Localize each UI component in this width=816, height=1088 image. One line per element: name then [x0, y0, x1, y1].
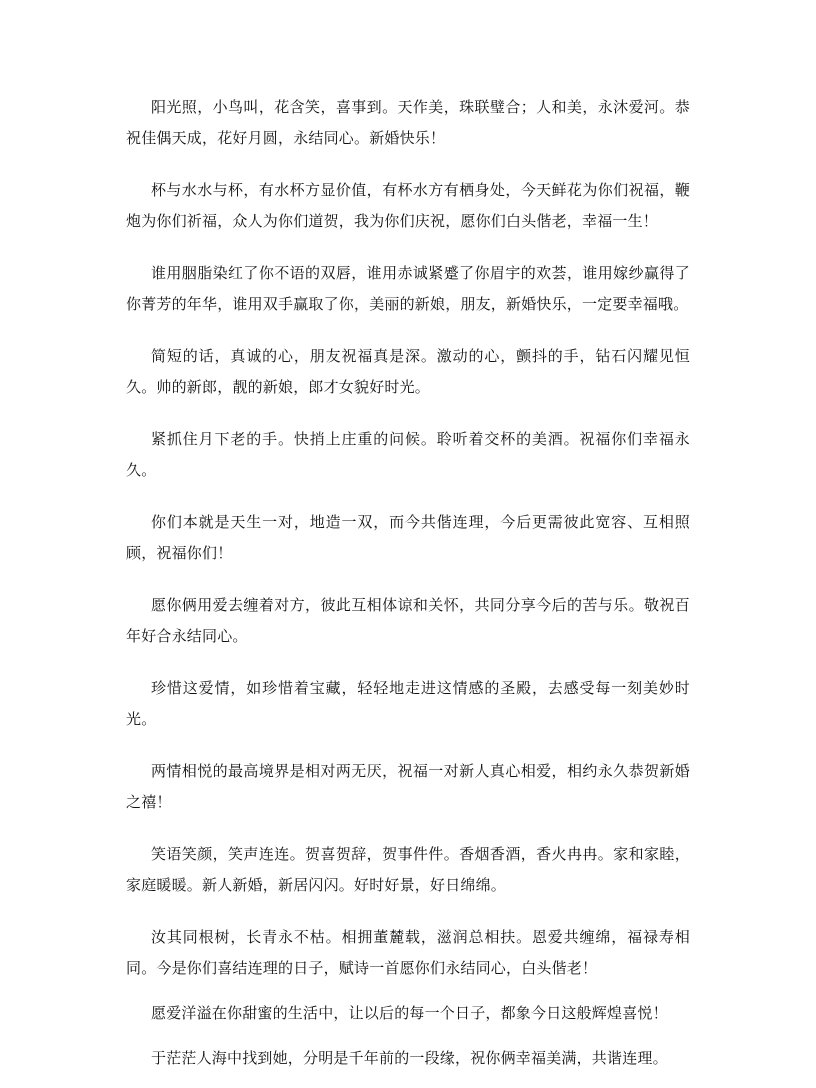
paragraph-6: 你们本就是天生一对，地造一双，而今共偕连理，今后更需彼此宽容、互相照顾，祝福你们！ [126, 513, 690, 562]
paragraph-13: 于茫茫人海中找到她，分明是千年前的一段缘，祝你俩幸福美满，共谐连理。 [151, 1049, 668, 1067]
paragraph-11: 汝其同根树，长青永不枯。相拥董麓载，滋润总相扶。恩爱共缠绵，福禄寿相同。今是你们喜结连理的日子，赋诗一首愿你们永结同心，白头偕老！ [126, 928, 690, 977]
paragraph-1: 阳光照，小鸟叫，花含笑，喜事到。天作美，珠联璧合；人和美，永沐爱河。恭祝佳偶天成，花好月圆，永结同心。新婚快乐！ [126, 98, 690, 147]
paragraph-9: 两情相悦的最高境界是相对两无厌，祝福一对新人真心相爱，相约永久恭贺新婚之禧！ [126, 762, 690, 811]
paragraph-7: 愿你俩用爱去缠着对方，彼此互相体谅和关怀，共同分享今后的苦与乐。敬祝百年好合永结同心。 [126, 596, 690, 645]
document-body [126, 92, 690, 1088]
paragraph-12: 愿爱洋溢在你甜蜜的生活中，让以后的每一个日子，都象今日这般辉煌喜悦！ [151, 1004, 668, 1022]
paragraph-10: 笑语笑颜，笑声连连。贺喜贺辞，贺事件件。香烟香酒，香火冉冉。家和家睦，家庭暖暖。新人新婚，新居闪闪。好时好景，好日绵绵。 [126, 845, 690, 894]
paragraph-5: 紧抓住月下老的手。快捎上庄重的问候。聆听着交杯的美酒。祝福你们幸福永久。 [126, 430, 690, 479]
paragraph-2: 杯与水水与杯，有水杯方显价值，有杯水方有栖身处，今天鲜花为你们祝福，鞭炮为你们祈福，众人为你们道贺，我为你们庆祝，愿你们白头偕老，幸福一生！ [126, 181, 690, 230]
paragraph-8: 珍惜这爱情，如珍惜着宝藏，轻轻地走进这情感的圣殿，去感受每一刻美妙时光。 [126, 679, 690, 728]
paragraph-4: 简短的话，真诚的心，朋友祝福真是深。激动的心，颤抖的手，钻石闪耀见恒久。帅的新郎，靓的新娘，郎才女貌好时光。 [126, 347, 690, 396]
paragraph-3: 谁用胭脂染红了你不语的双唇，谁用赤诚紧蹙了你眉宇的欢荟，谁用嫁纱赢得了你菁芳的年华，谁用双手赢取了你，美丽的新娘，朋友，新婚快乐，一定要幸福哦。 [126, 264, 690, 313]
